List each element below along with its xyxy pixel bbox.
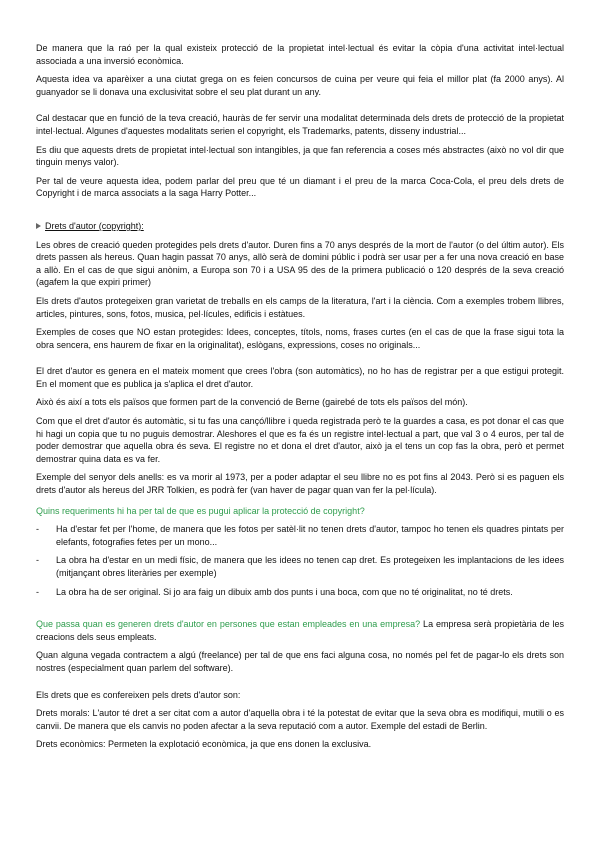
- dash-bullet: -: [36, 524, 39, 535]
- dash-bullet: -: [36, 555, 39, 566]
- employees-question: Que passa quan es generen drets d'autor en persones que estan empleades en una empresa?: [36, 619, 421, 630]
- employees-answer: La empresa serà propietària de les creacions dels seus empleats.: [36, 619, 564, 642]
- document-body: [36, 42, 564, 751]
- dash-bullet: -: [36, 586, 39, 597]
- copyright-paragraph-1: Les obres de creació queden protegides pels drets d'autor. Duren fins a 70 anys després de la mort de l'autor (o del últim autor). Els drets passen als hereus. Quan hagin passat 70 anys, allò serà de domini públic i podrà ser usar per a fer una nova creació en base a allò. En el cas de que sigui anònim, a Europa son 70 i a USA 95 des de la primera publicació o 120 després de la seva creació (agafem la que expiri primer): [36, 239, 564, 288]
- automatic-paragraph-3: Com que el dret d'autor és automàtic, si tu fas una cançó/llibre i queda registrada però te la guardes a casa, es pot donar el cas que hi hagi un copia que tu no puguis demostrar. Aleshores el que es fa és un registre intel·lectual a part, que val 3 o 4 euros, per tal de poder demostrar que aquella obra és seva. El registre no et dona el dret d'autor, això ja el tens un cop fas la obra, però et permet demostrar quina data es va fer.: [36, 416, 564, 464]
- spacer: [36, 675, 564, 689]
- spacer: [36, 98, 564, 112]
- requirements-question: Quins requeriments hi ha per tal de que es pugui aplicar la protecció de copyright?: [36, 505, 365, 516]
- automatic-paragraph-1: El dret d'autor es genera en el mateix moment que crees l'obra (son automàtics), no ho has de registrar per a que estigui protegit. En el moment que es publica ja s'aplica el dret d'autor.: [36, 366, 564, 389]
- spacer: [36, 604, 564, 618]
- list-item-text: Ha d'estar fet per l'home, de manera que les fotos per satèl·lit no tenen drets d'autor, tampoc ho tenen els quadres pintats per elefants, fotografies fetes per un mono...: [56, 524, 564, 547]
- copyright-paragraph-3: Exemples de coses que NO estan protegides: Idees, conceptes, títols, noms, frases curtes (en el cas de que la frase sigui tota la obra sencera, ens haurem de fixar en la originalitat), eslògans, expressions, coses no originals...: [36, 327, 564, 350]
- modalities-paragraph-3: Per tal de veure aquesta idea, podem parlar del preu que té un diamant i el preu de la marca Coca-Cola, el preu dels drets de Copyright i de marca associats a la saga Harry Potter...: [36, 175, 564, 199]
- section-heading-copyright: [36, 220, 564, 233]
- rights-moral: Drets morals: L'autor té dret a ser citat com a autor d'aquella obra i té la potestat de evitar que la seva obra es modifiqui, mutili o es canvii. De manera que els canvis no poden afectar a la seva reputació com a autor. Exemple del estadi de Berlin.: [36, 708, 564, 731]
- triangle-right-icon: [36, 223, 41, 229]
- list-item: [36, 586, 564, 599]
- requirements-list: [36, 523, 564, 598]
- employees-paragraph-2: Quan alguna vegada contractem a algú (freelance) per tal de que ens faci alguna cosa, no només pel fet de pagar-lo els drets son nostres (especialment quan parlem del software).: [36, 650, 564, 673]
- intro-paragraph-2: Aquesta idea va aparèixer a una ciutat grega on es feien concursos de cuina per veure qui feia el millor plat (fa 2000 anys). Al guanyador se li donava una exclusivitat sobre el seu plat durant un any.: [36, 74, 564, 97]
- copyright-paragraph-2: Els drets d'autos protegeixen gran varietat de treballs en els camps de la literatura, l'art i la ciència. Com a exemples trobem llibres, articles, pintures, sons, fotos, musica, pel·lícules, edificis i estàtues.: [36, 295, 564, 319]
- automatic-paragraph-4: Exemple del senyor dels anells: es va morir al 1973, per a poder adaptar el seu llibre no es pot fins al 2043. Però si es paguen els drets d'autor als hereus del JRR Tolkien, es podrà fer (van haver de pagar quan van fer la pel·lícula).: [36, 472, 564, 496]
- list-item: [36, 554, 564, 579]
- section-title: Drets d'autor (copyright):: [45, 220, 144, 231]
- spacer: [36, 200, 564, 214]
- modalities-paragraph-1: Cal destacar que en funció de la teva creació, hauràs de fer servir una modalitat determinada dels drets de protecció de la propietat intel·lectual. Algunes d'aquestes modalitats serien el copyright, els Trademarks, patents, disseny industrial...: [36, 113, 564, 136]
- intro-paragraph-1: De manera que la raó per la qual existeix protecció de la propietat intel·lectual és evitar la còpia d'una activitat intel·lectual associada a una inversió econòmica.: [36, 43, 564, 66]
- spacer: [36, 351, 564, 365]
- employees-paragraph-1: [36, 618, 564, 643]
- list-item-text: La obra ha de ser original. Si jo ara faig un dibuix amb dos punts i una boca, com que no té originalitat, no té drets.: [56, 586, 513, 597]
- rights-economic: Drets econòmics: Permeten la explotació econòmica, ja que ens donen la exclusiva.: [36, 739, 372, 750]
- modalities-paragraph-2: Es diu que aquests drets de propietat intel·lectual son intangibles, ja que fan referencia a coses més abstractes (això no vol dir que tinguin menys valor).: [36, 144, 564, 168]
- rights-intro: Els drets que es confereixen pels drets d'autor son:: [36, 689, 241, 700]
- automatic-paragraph-2: Això és així a tots els països que formen part de la convenció de Berne (gairebé de tots els països del món).: [36, 397, 468, 408]
- list-item-text: La obra ha d'estar en un medi físic, de manera que les idees no tenen cap dret. Es protegeixen les implantacions de les idees (mitjançant obres literàries per exemple): [56, 555, 564, 578]
- list-item: [36, 523, 564, 548]
